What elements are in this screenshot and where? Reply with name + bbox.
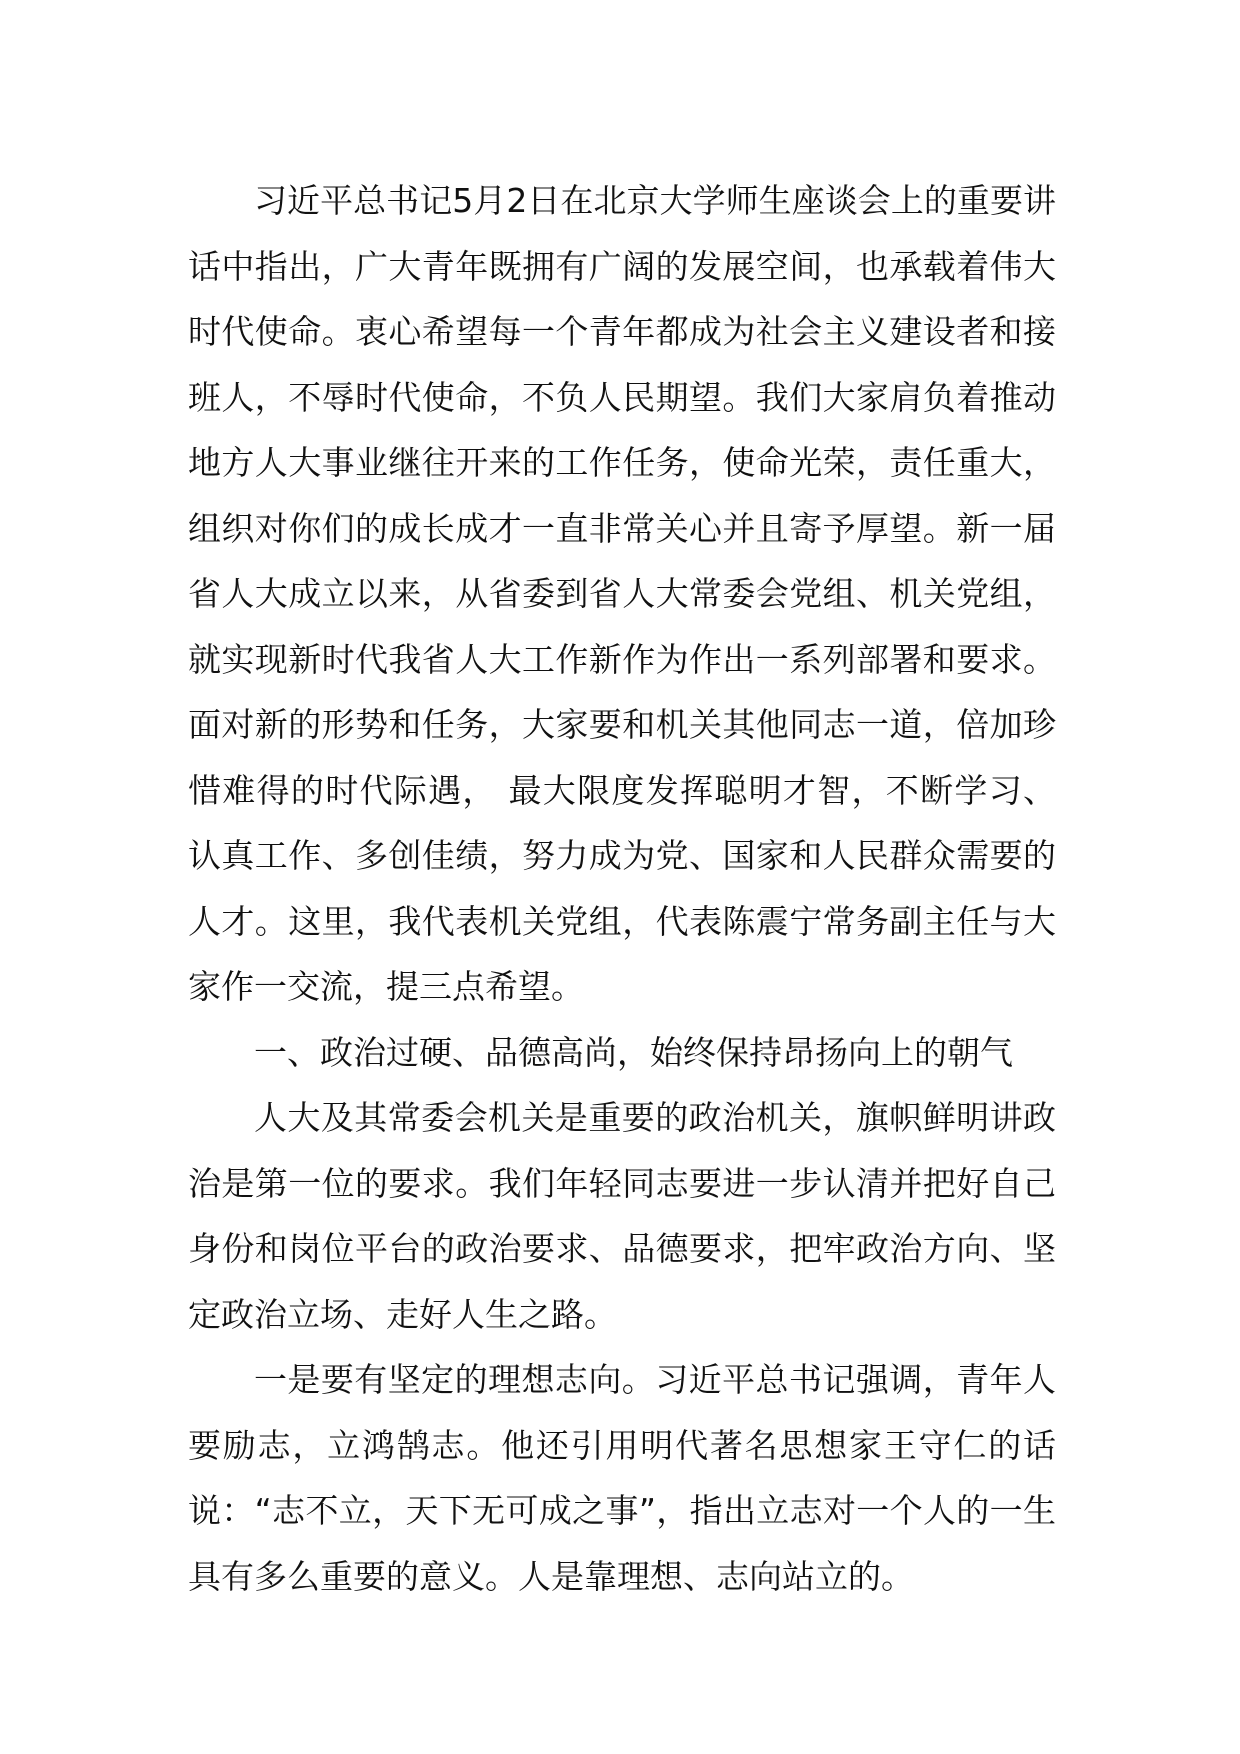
paragraph-point-one: 一是要有坚定的理想志向。习近平总书记强调，青年人要励志，立鸿鹄志。他还引用明代著名思想家王守仁的话说：“志不立，天下无可成之事”，指出立志对一个人的一生具有多么重要的意义。人是靠理想、志向站立的。 (188, 1360, 1056, 1596)
document-body (188, 168, 1056, 1609)
paragraph-intro: 习近平总书记5月2日在北京大学师生座谈会上的重要讲话中指出，广大青年既拥有广阔的发展空间，也承载着伟大时代使命。衷心希望每一个青年都成为社会主义建设者和接班人，不辱时代使命，不负人民期望。我们大家肩负着推动地方人大事业继往开来的工作任务，使命光荣，责任重大，组织对你们的成长成才一直非常关心并且寄予厚望。新一届省人大成立以来，从省委到省人大常委会党组、机关党组，就实现新时代我省人大工作新作为作出一系列部署和要求。面对新的形势和任务，大家要和机关其他同志一道，倍加珍惜难得的时代际遇， 最大限度发挥聪明才智，不断学习、认真工作、多创佳绩，努力成为党、国家和人民群众需要的人才。这里，我代表机关党组，代表陈震宁常务副主任与大家作一交流，提三点希望。 (188, 181, 1056, 1006)
paragraph-section-intro: 人大及其常委会机关是重要的政治机关，旗帜鲜明讲政治是第一位的要求。我们年轻同志要进一步认清并把好自己身份和岗位平台的政治要求、品德要求，把牢政治方向、坚定政治立场、走好人生之路。 (188, 1098, 1056, 1334)
section-heading: 一、政治过硬、品德高尚，始终保持昂扬向上的朝气 (254, 1032, 1013, 1072)
